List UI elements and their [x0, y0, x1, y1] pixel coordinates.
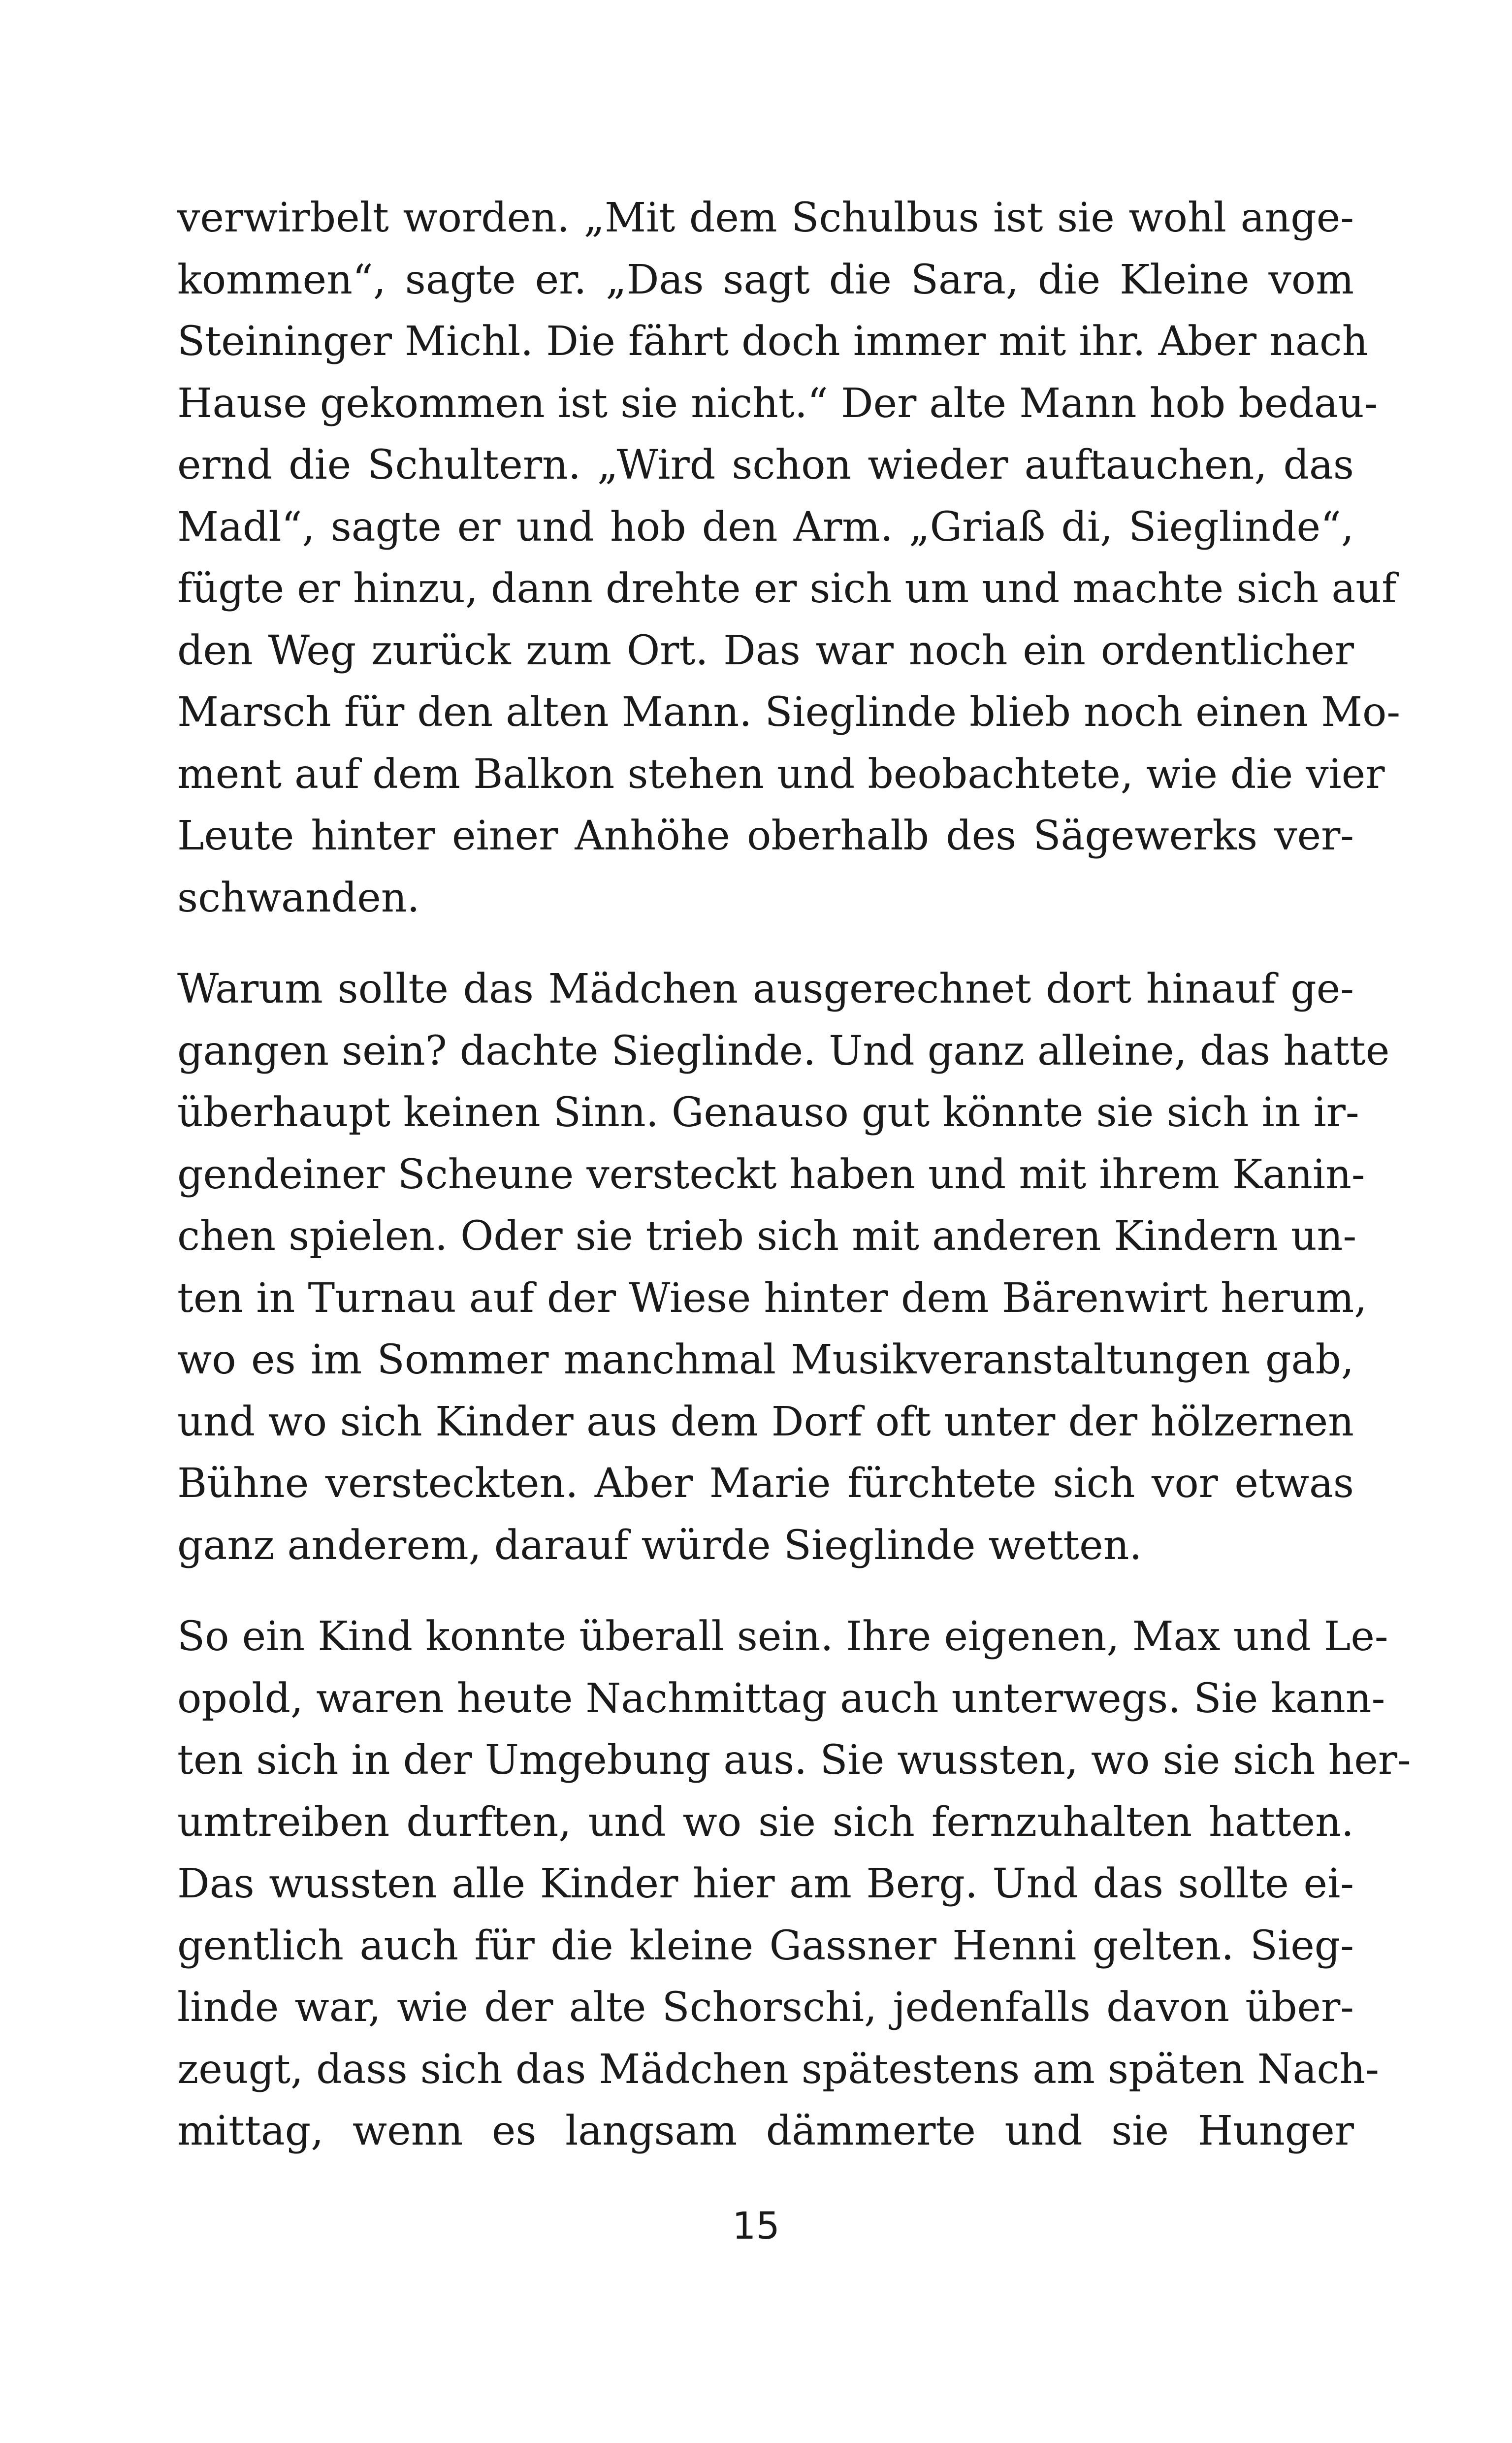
text-line: ernd die Schultern. „Wird schon wieder auftauchen, das — [177, 442, 1354, 489]
text-line: Marsch für den alten Mann. Sieglinde blieb noch einen Mo- — [177, 689, 1401, 736]
paragraph-spacer — [177, 929, 1354, 958]
page-number: 15 — [732, 2204, 780, 2248]
text-line: gangen sein? dachte Sieglinde. Und ganz alleine, das hatte — [177, 1027, 1390, 1075]
text-line: Bühne versteckten. Aber Marie fürchtete sich vor etwas — [177, 1460, 1354, 1507]
text-line: So ein Kind konnte überall sein. Ihre eigenen, Max und Le- — [177, 1613, 1388, 1660]
text-line: verwirbelt worden. „Mit dem Schulbus ist sie wohl ange- — [177, 195, 1354, 241]
text-line: den Weg zurück zum Ort. Das war noch ein ordentlicher — [177, 627, 1354, 674]
text-line: gentlich auch für die kleine Gassner Henni gelten. Sieg- — [177, 1922, 1354, 1969]
text-line: opold, waren heute Nachmittag auch unterwegs. Sie kann- — [177, 1675, 1385, 1722]
paragraph-2 — [177, 958, 1390, 1576]
text-line: wo es im Sommer manchmal Musikveranstaltungen gab, — [177, 1336, 1354, 1383]
text-line: Leute hinter einer Anhöhe oberhalb des Sägewerks ver- — [177, 813, 1354, 859]
text-line: Steininger Michl. Die fährt doch immer mit ihr. Aber nach — [177, 318, 1368, 365]
paragraph-1 — [177, 187, 1401, 929]
body-text — [177, 187, 1411, 2162]
text-line: Hause gekommen ist sie nicht.“ Der alte Mann hob bedau- — [177, 380, 1378, 427]
text-line: schwanden. — [177, 874, 420, 921]
text-line: fügte er hinzu, dann drehte er sich um und machte sich auf — [177, 565, 1397, 612]
text-line: umtreiben durften, und wo sie sich fernzuhalten hatten. — [177, 1798, 1354, 1846]
text-line: ten sich in der Umgebung aus. Sie wussten, wo sie sich her- — [177, 1737, 1411, 1784]
text-line: mittag, wenn es langsam dämmerte und sie Hunger — [177, 2108, 1354, 2154]
text-line: und wo sich Kinder aus dem Dorf oft unter der hölzernen — [177, 1398, 1354, 1445]
text-line: linde war, wie der alte Schorschi, jedenfalls davon über- — [177, 1984, 1354, 2031]
text-line: Warum sollte das Mädchen ausgerechnet dort hinauf ge- — [177, 966, 1354, 1012]
text-line: ganz anderem, darauf würde Sieglinde wetten. — [177, 1522, 1142, 1569]
text-line: Das wussten alle Kinder hier am Berg. Und das sollte ei- — [177, 1860, 1354, 1907]
text-line: chen spielen. Oder sie trieb sich mit anderen Kindern un- — [177, 1213, 1357, 1260]
text-line: Madl“, sagte er und hob den Arm. „Griaß di, Sieglinde“, — [177, 503, 1354, 551]
text-line: ten in Turnau auf der Wiese hinter dem Bärenwirt herum, — [177, 1274, 1367, 1322]
text-line: kommen“, sagte er. „Das sagt die Sara, die Kleine vom — [177, 256, 1354, 303]
text-line: gendeiner Scheune versteckt haben und mit ihrem Kanin- — [177, 1151, 1365, 1198]
text-line: zeugt, dass sich das Mädchen spätestens am späten Nach- — [177, 2046, 1379, 2093]
paragraph-3 — [177, 1606, 1411, 2162]
text-line: ment auf dem Balkon stehen und beobachtete, wie die vier — [177, 750, 1385, 798]
paragraph-spacer — [177, 1576, 1354, 1606]
text-line: überhaupt keinen Sinn. Genauso gut könnte sie sich in ir- — [177, 1089, 1359, 1136]
